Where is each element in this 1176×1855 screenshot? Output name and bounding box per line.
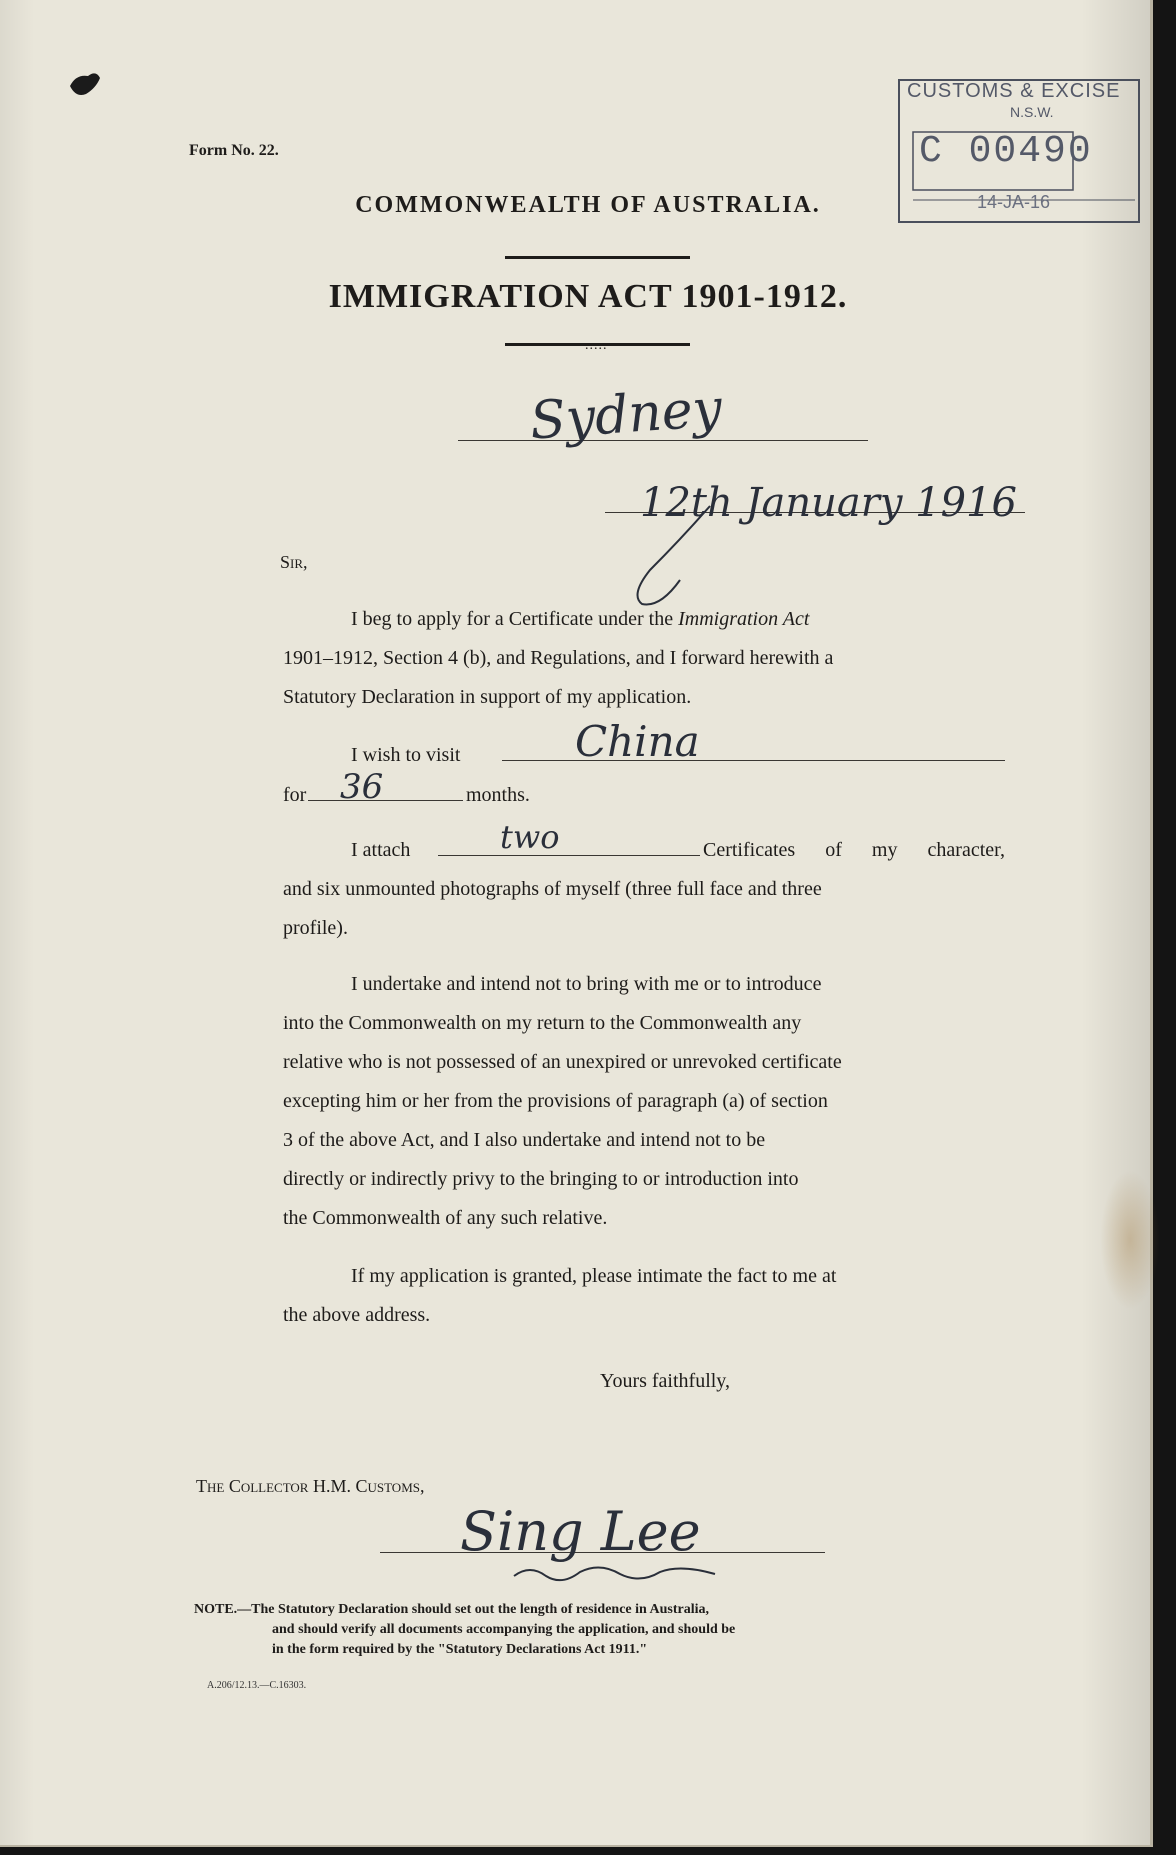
undertaking-line: the Commonwealth of any such relative.	[283, 1207, 608, 1229]
attach-line3: profile).	[283, 917, 348, 939]
stamp-number: C 00490	[919, 130, 1093, 173]
stamp-date: 14-JA-16	[977, 192, 1051, 212]
paragraph1-line2: 1901–1912, Section 4 (b), and Regulations, and I forward herewith a	[283, 647, 834, 669]
granted-line: If my application is granted, please intimate the fact to me at	[351, 1265, 837, 1287]
for-label: for	[283, 784, 307, 806]
undertaking-line: 3 of the above Act, and I also undertake and intend not to be	[283, 1129, 766, 1151]
act-title: IMMIGRATION ACT 1901-1912.	[328, 278, 848, 315]
handwritten-destination: China	[575, 717, 700, 766]
application-paragraph	[283, 600, 1005, 717]
act-name-italic: Immigration Act	[678, 608, 810, 630]
note-line2: and should verify all documents accompanying the application, and should be	[272, 1622, 736, 1637]
water-stain	[1100, 1170, 1160, 1310]
addressee: The Collector H.M. Customs,	[196, 1476, 425, 1496]
note-section	[194, 1600, 1014, 1660]
paragraph1-line3: Statutory Declaration in support of my application.	[283, 686, 692, 708]
months-label: months.	[466, 784, 530, 806]
salutation: Sir,	[280, 552, 308, 572]
heading-rule-top	[505, 256, 690, 259]
jurisdiction-heading: COMMONWEALTH OF AUSTRALIA.	[355, 192, 821, 218]
visit-label: I wish to visit	[351, 744, 461, 766]
handwritten-location: Sydney	[528, 378, 724, 452]
handwritten-duration: 36	[340, 767, 384, 807]
attach-continuation	[283, 870, 1005, 948]
date-flourish	[620, 500, 740, 610]
attach-label: I attach	[351, 839, 411, 861]
note-lead: NOTE.—The Statutory Declaration should set out the length of residence in Australia,	[194, 1602, 710, 1617]
customs-received-stamp	[895, 72, 1145, 227]
heading-dots: .....	[585, 338, 608, 353]
handwritten-certificate-count: two	[500, 818, 560, 856]
note-line3: in the form required by the "Statutory Declarations Act 1911."	[272, 1642, 648, 1657]
stamp-office: CUSTOMS & EXCISE	[907, 80, 1121, 102]
granted-line: the above address.	[283, 1304, 431, 1326]
attach-line2: and six unmounted photographs of myself (three full face and three	[283, 878, 822, 900]
attach-count-line	[438, 855, 700, 856]
undertaking-paragraph	[283, 965, 1005, 1238]
undertaking-line: directly or indirectly privy to the bringing to or introduction into	[283, 1168, 799, 1190]
form-number: Form No. 22.	[189, 142, 279, 159]
closing: Yours faithfully,	[600, 1370, 731, 1392]
attach-after-label: Certificates of my character,	[703, 839, 1005, 861]
undertaking-line: I undertake and intend not to bring with me or to introduce	[351, 973, 822, 995]
undertaking-line: relative who is not possessed of an unexpired or unrevoked certificate	[283, 1051, 842, 1073]
undertaking-line: excepting him or her from the provisions of paragraph (a) of section	[283, 1090, 828, 1112]
handwritten-date: 12th January 1916	[640, 480, 1017, 526]
duration-line	[308, 800, 463, 801]
granted-paragraph	[283, 1257, 1005, 1335]
signature: Sing Lee	[460, 1500, 701, 1563]
ink-blot-mark	[66, 66, 106, 102]
signature-underline-flourish	[510, 1560, 720, 1590]
print-code: A.206/12.13.—C.16303.	[207, 1680, 307, 1691]
stamp-state: N.S.W.	[1010, 104, 1054, 120]
undertaking-line: into the Commonwealth on my return to the Commonwealth any	[283, 1012, 802, 1034]
paragraph1-text: I beg to apply for a Certificate under the	[351, 608, 679, 630]
